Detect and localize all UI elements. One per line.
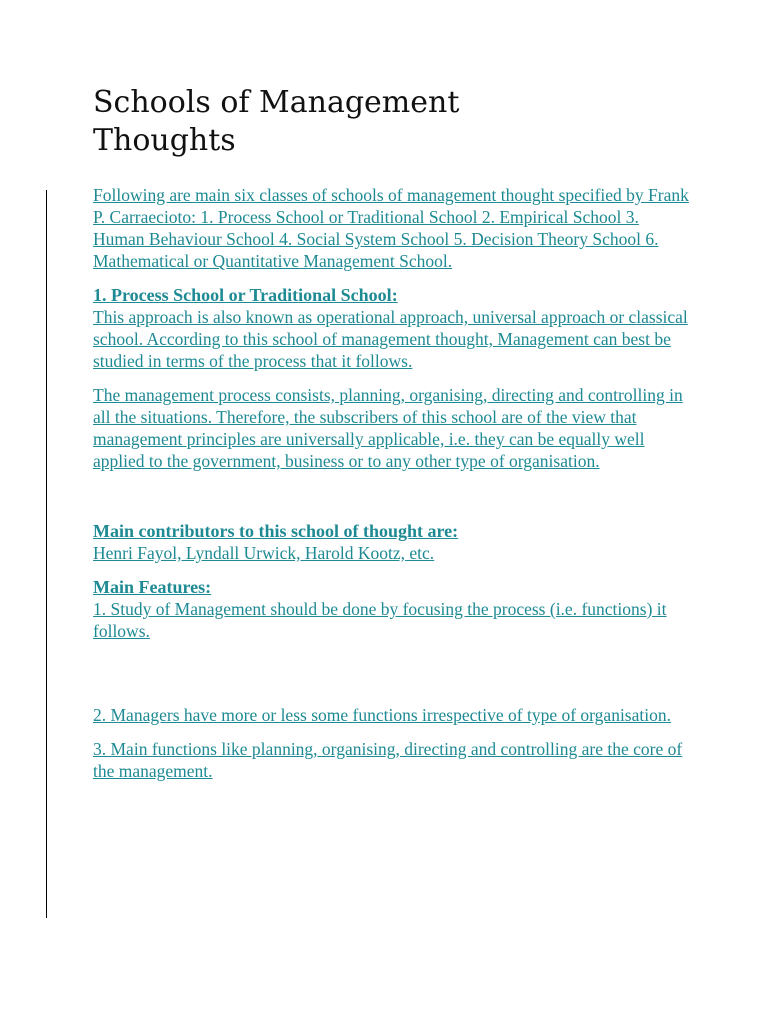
spacer — [93, 484, 693, 520]
section1-paragraph-1[interactable]: This approach is also known as operational approach, universal approach or classical school. According to this school of management thought, Management can best be studied in terms of the process that it follows. — [93, 307, 688, 371]
feature-item-3[interactable]: 3. Main functions like planning, organising, directing and controlling are the core of the management. — [93, 739, 683, 781]
section1-paragraph-2[interactable]: The management process consists, planning, organising, directing and controlling in all the situations. Therefore, the subscribers of this school are of the view that management principles are universally applicable, i.e. they can be equally well applied to the government, business or to any other type of organisation. — [93, 385, 683, 471]
section-process-school — [93, 284, 693, 372]
contributors-heading[interactable]: Main contributors to this school of thought are: — [93, 521, 459, 541]
margin-rule — [46, 190, 47, 918]
feature-item-1[interactable]: 1. Study of Management should be done by focusing the process (i.e. functions) it follows. — [93, 599, 667, 641]
section1-heading[interactable]: 1. Process School or Traditional School: — [93, 285, 398, 305]
document-content — [93, 84, 693, 794]
features-heading[interactable]: Main Features: — [93, 577, 212, 597]
contributors-text[interactable]: Henri Fayol, Lyndall Urwick, Harold Kootz, etc. — [93, 543, 435, 563]
title-line-2: Thoughts — [93, 123, 236, 158]
spacer — [93, 654, 693, 704]
page-title — [93, 84, 693, 160]
features-section — [93, 576, 693, 642]
feature-item-2[interactable]: 2. Managers have more or less some functions irrespective of type of organisation. — [93, 705, 671, 725]
contributors-section — [93, 520, 693, 564]
intro-paragraph[interactable]: Following are main six classes of schools of management thought specified by Frank P. Carraecioto: 1. Process School or Traditional School 2. Empirical School 3. Human Behaviour School 4. Social System School 5. Decision Theory School 6. Mathematical or Quantitative Management School. — [93, 185, 689, 271]
title-line-1: Schools of Management — [93, 85, 460, 120]
